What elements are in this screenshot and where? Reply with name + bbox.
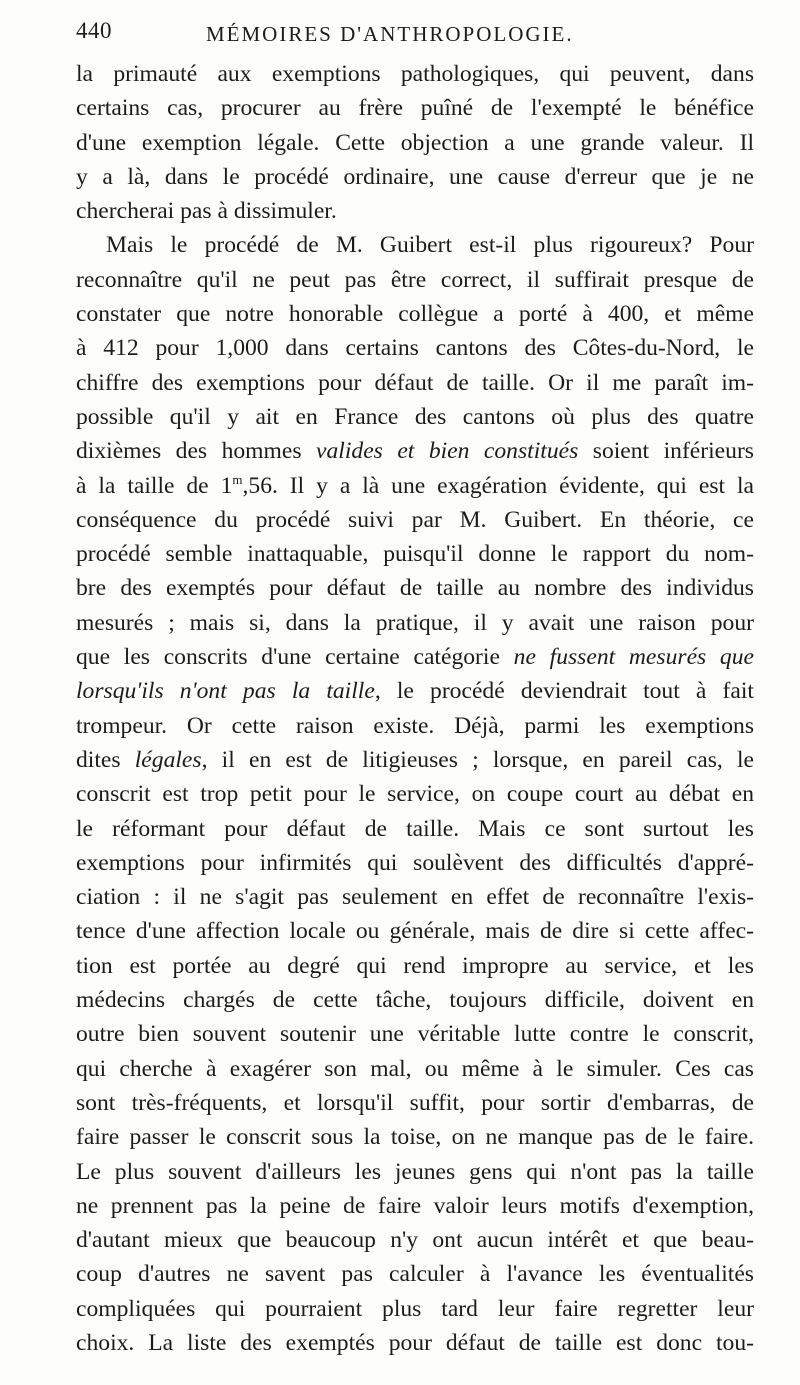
paragraph-first-line: Mais le procédé de M. Guibert est-il plus rigoureux? Pour (106, 232, 754, 259)
italic-run: ne fussent mesurés que (513, 644, 754, 671)
italic-run: valides et bien constitués (316, 438, 579, 465)
text-line: certains cas, procurer au frère puîné de l'exempté le bénéfice (76, 95, 754, 122)
text-line: possible qu'il y ait en France des cantons où plus des quatre (76, 403, 754, 430)
text-line: médecins chargés de cette tâche, toujours difficile, doivent en (76, 987, 754, 1014)
text-line: tence d'une affection locale ou générale, mais de dire si cette affec- (76, 918, 754, 945)
page-number: 440 (76, 18, 112, 43)
text-line (76, 469, 754, 503)
text-run: ,56. Il y a là une exagération évidente, qui est la (242, 472, 754, 499)
text-line: Le plus souvent d'ailleurs les jeunes gens qui n'ont pas la taille (76, 1158, 754, 1185)
text-line: outre bien souvent soutenir une véritable lutte contre le conscrit, (76, 1021, 754, 1048)
text-line: chiffre des exemptions pour défaut de taille. Or il me paraît im- (76, 369, 754, 396)
text-run: dixièmes des hommes (76, 438, 317, 465)
text-run: à la taille de 1 (76, 472, 233, 499)
text-line: procédé semble inattaquable, puisqu'il donne le rapport du nom- (76, 541, 754, 568)
text-line: à 412 pour 1,000 dans certains cantons des Côtes-du-Nord, le (76, 335, 754, 362)
text-run: , le procédé deviendrait tout à fait (374, 678, 754, 705)
text-line: conscrit est trop petit pour le service, on coupe court au débat en (76, 781, 754, 808)
italic-run: lorsqu'ils n'ont pas la taille (76, 678, 375, 705)
text-run: dites (76, 746, 135, 773)
body-text (76, 57, 754, 1360)
text-run: soient inférieurs (578, 438, 754, 465)
text-run: que les conscrits d'une certaine catégorie (76, 644, 514, 671)
text-line: coup d'autres ne savent pas calculer à l'avance les éventualités (76, 1261, 754, 1288)
text-line: trompeur. Or cette raison existe. Déjà, parmi les exemptions (76, 712, 754, 739)
italic-run: légales (134, 746, 202, 773)
text-line: d'autant mieux que beaucoup n'y ont aucun intérêt et que beau- (76, 1227, 754, 1254)
text-line: exemptions pour infirmités qui soulèvent des difficultés d'appré- (76, 849, 754, 876)
text-line: sont très-fréquents, et lorsqu'il suffit, pour sortir d'embarras, de (76, 1089, 754, 1116)
text-line: d'une exemption légale. Cette objection a une grande valeur. Il (76, 129, 754, 156)
text-line: faire passer le conscrit sous la toise, on ne manque pas de le faire. (76, 1124, 754, 1151)
running-title: MÉMOIRES D'ANTHROPOLOGIE. (206, 22, 574, 46)
page-header (76, 12, 756, 52)
text-line (76, 674, 754, 708)
unit-superscript: m (232, 471, 243, 487)
text-line: ciation : il ne s'agit pas seulement en effet de reconnaître l'exis- (76, 884, 754, 911)
text-line: chercherai pas à dissimuler. (76, 198, 337, 225)
text-line: mesurés ; mais si, dans la pratique, il y avait une raison pour (76, 609, 754, 636)
text-line: reconnaître qu'il ne peut pas être correct, il suffirait presque de (76, 266, 754, 293)
text-line (76, 743, 754, 777)
text-line: tion est portée au degré qui rend impropre au service, et les (76, 952, 754, 979)
text-line (76, 434, 754, 468)
text-run: , il en est de litigieuses ; lorsque, en pareil cas, le (201, 746, 754, 773)
text-line: qui cherche à exagérer son mal, ou même à le simuler. Ces cas (76, 1055, 754, 1082)
text-line: ne prennent pas la peine de faire valoir leurs motifs d'exemption, (76, 1192, 754, 1219)
text-line: constater que notre honorable collègue a porté à 400, et même (76, 301, 754, 328)
text-line: le réformant pour défaut de taille. Mais ce sont surtout les (76, 815, 754, 842)
text-line: y a là, dans le procédé ordinaire, une cause d'erreur que je ne (76, 163, 754, 190)
text-line: bre des exemptés pour défaut de taille au nombre des individus (76, 575, 754, 602)
text-line: la primauté aux exemptions pathologiques, qui peuvent, dans (76, 61, 754, 87)
text-line: conséquence du procédé suivi par M. Guibert. En théorie, ce (76, 506, 754, 533)
text-line (76, 640, 754, 674)
text-line: choix. La liste des exemptés pour défaut de taille est donc tou- (76, 1329, 754, 1356)
text-line: compliquées qui pourraient plus tard leur faire regretter leur (76, 1295, 754, 1322)
